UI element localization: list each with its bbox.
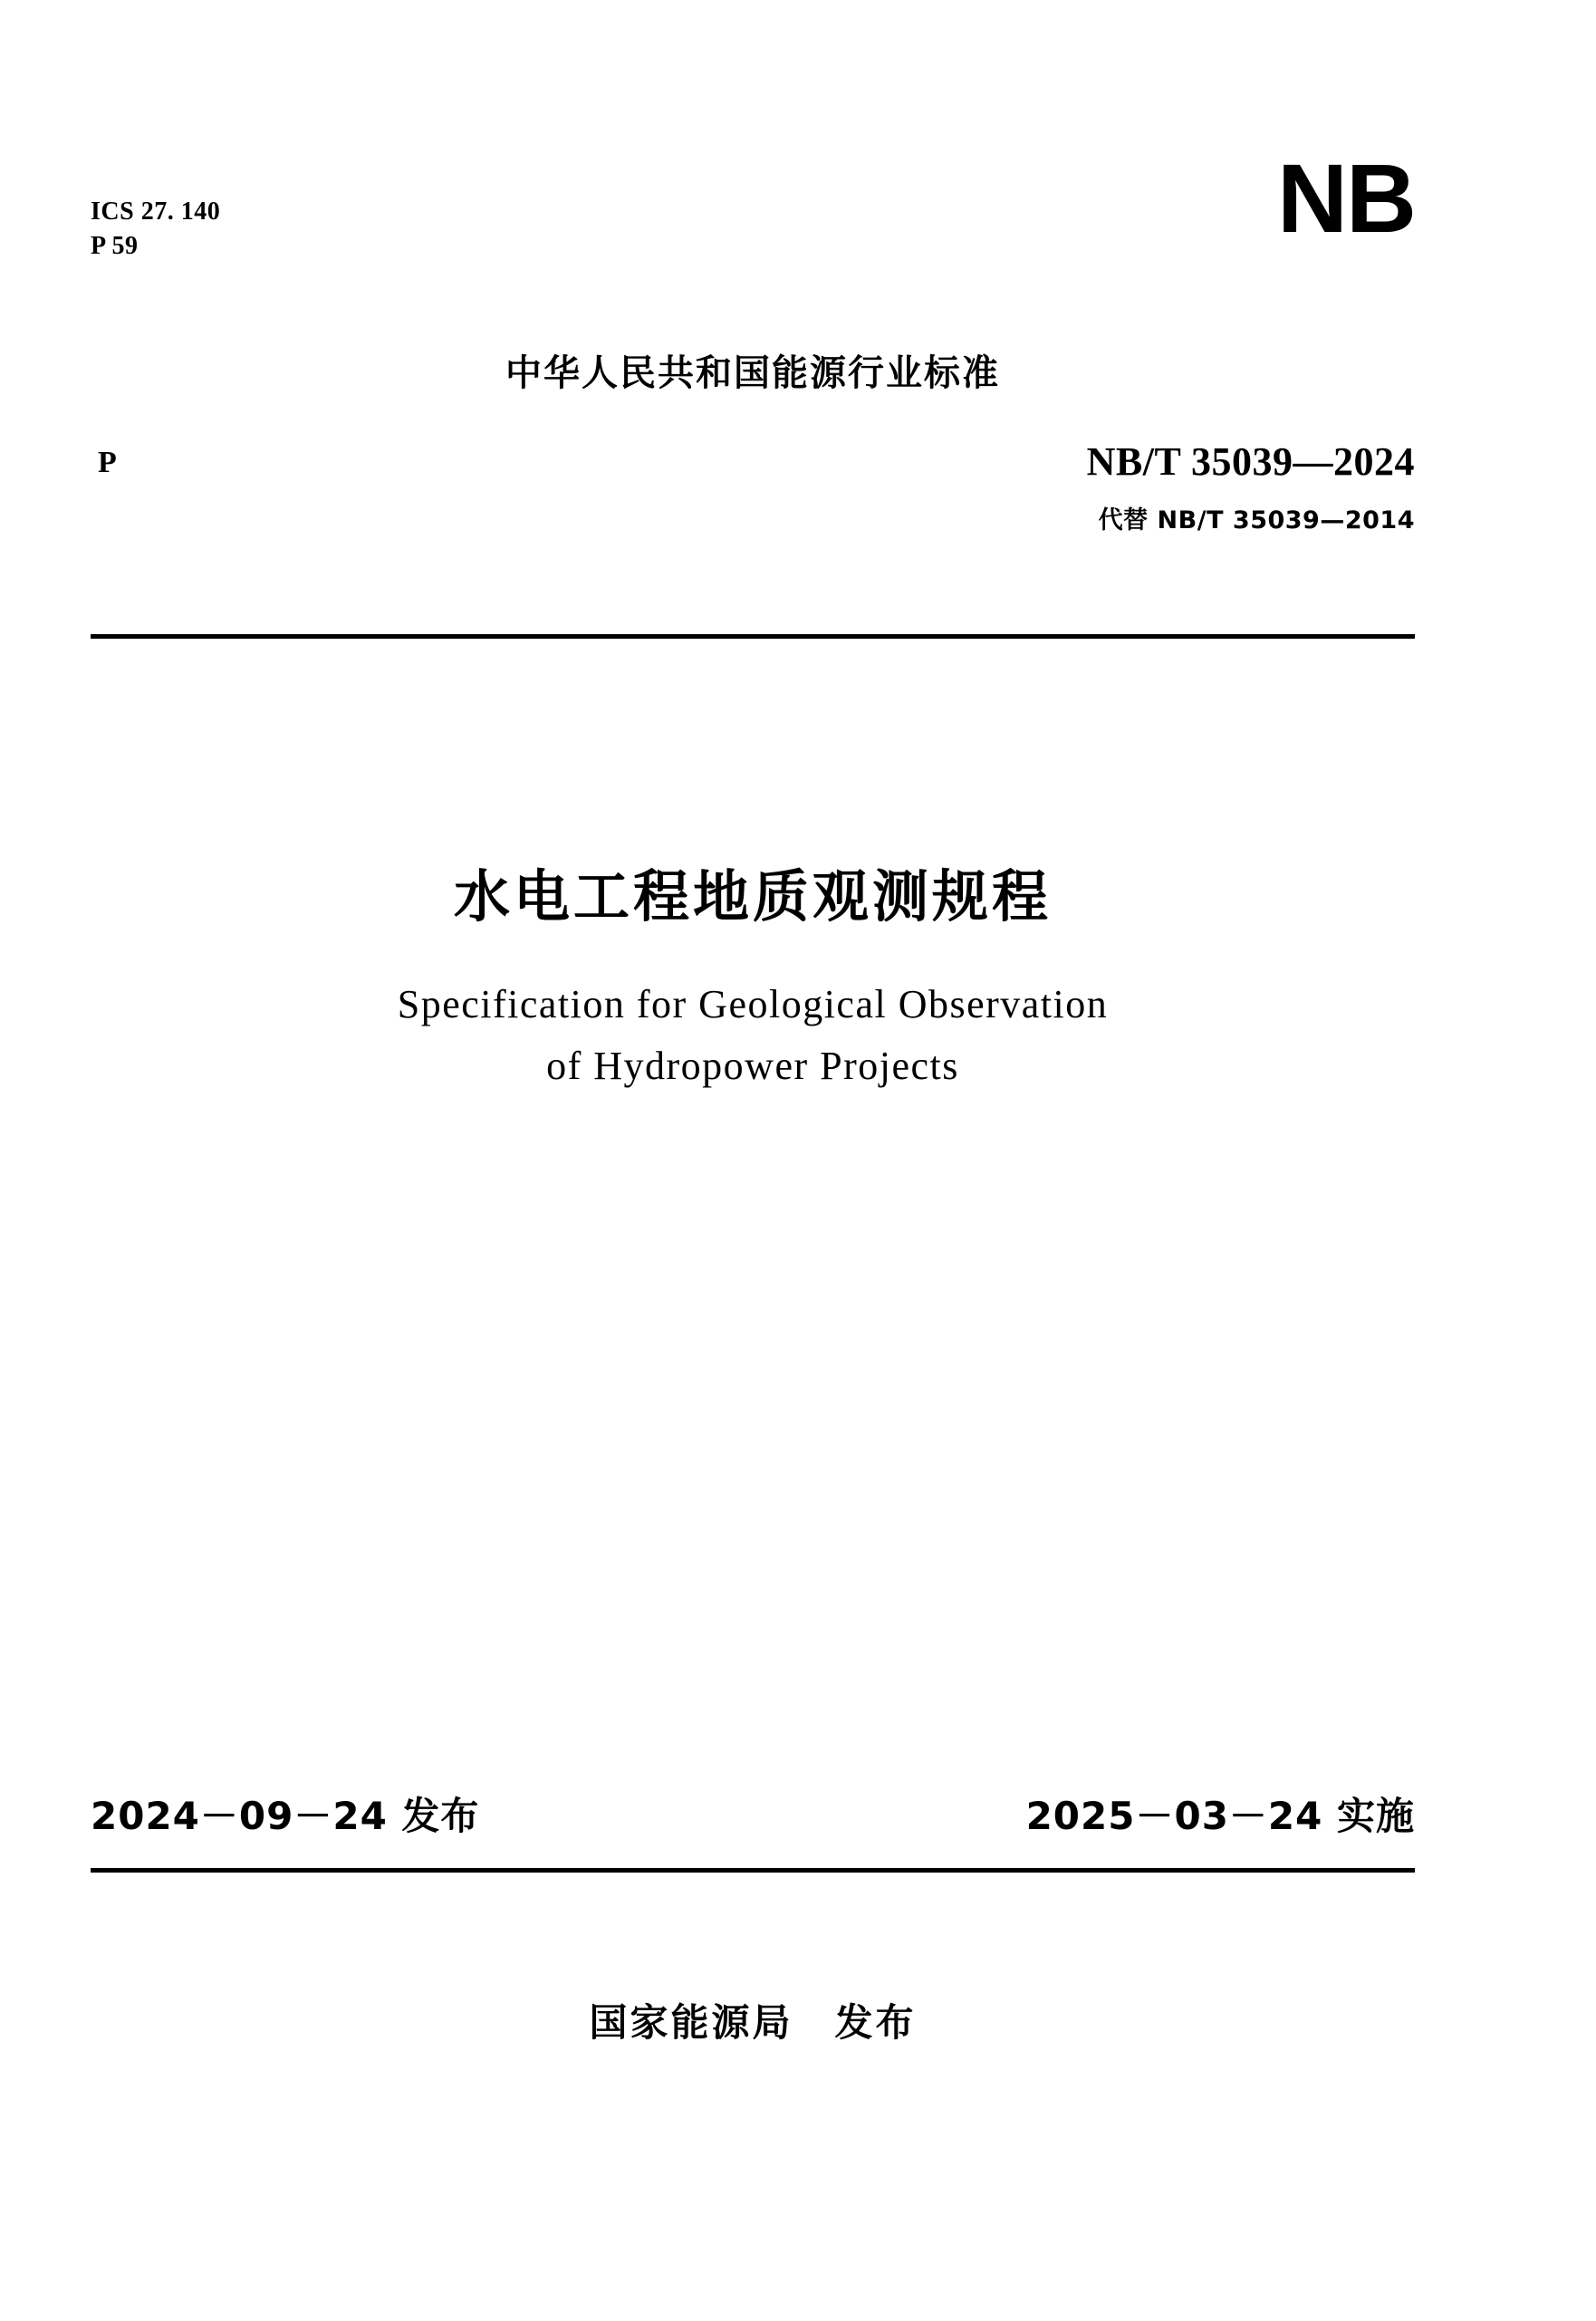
english-title bbox=[91, 974, 1415, 1097]
publisher-action: 发布 bbox=[834, 2000, 917, 2045]
page-title: 水电工程地质观测规程 bbox=[453, 863, 1052, 929]
header-divider bbox=[91, 634, 1415, 639]
standard-code-row bbox=[91, 439, 1415, 545]
standard-number: NB/T 35039—2024 bbox=[1086, 439, 1415, 484]
dates-row bbox=[91, 1786, 1415, 1850]
ics-classification-block bbox=[91, 195, 220, 264]
issuer-line: 中华人民共和国能源行业标准 bbox=[505, 352, 1000, 394]
english-title-line-2: of Hydropower Projects bbox=[546, 1044, 959, 1088]
publisher-organization: 国家能源局 bbox=[589, 2000, 793, 2045]
nb-logo: NB bbox=[1277, 143, 1415, 253]
footer-divider bbox=[91, 1868, 1415, 1873]
english-title-line-1: Specification for Geological Observation bbox=[397, 982, 1109, 1026]
classification-code: P 59 bbox=[91, 232, 139, 260]
replaced-standard: 代替 NB/T 35039—2014 bbox=[1098, 506, 1415, 535]
issue-date: 2024－09－24 发布 bbox=[91, 1794, 480, 1838]
issuer-line-wrap bbox=[91, 344, 1415, 399]
publisher-line bbox=[91, 1993, 1415, 2047]
ics-number: ICS 27. 140 bbox=[91, 197, 221, 226]
implementation-date: 2025－03－24 实施 bbox=[1025, 1794, 1415, 1838]
category-letter: P bbox=[98, 446, 117, 479]
